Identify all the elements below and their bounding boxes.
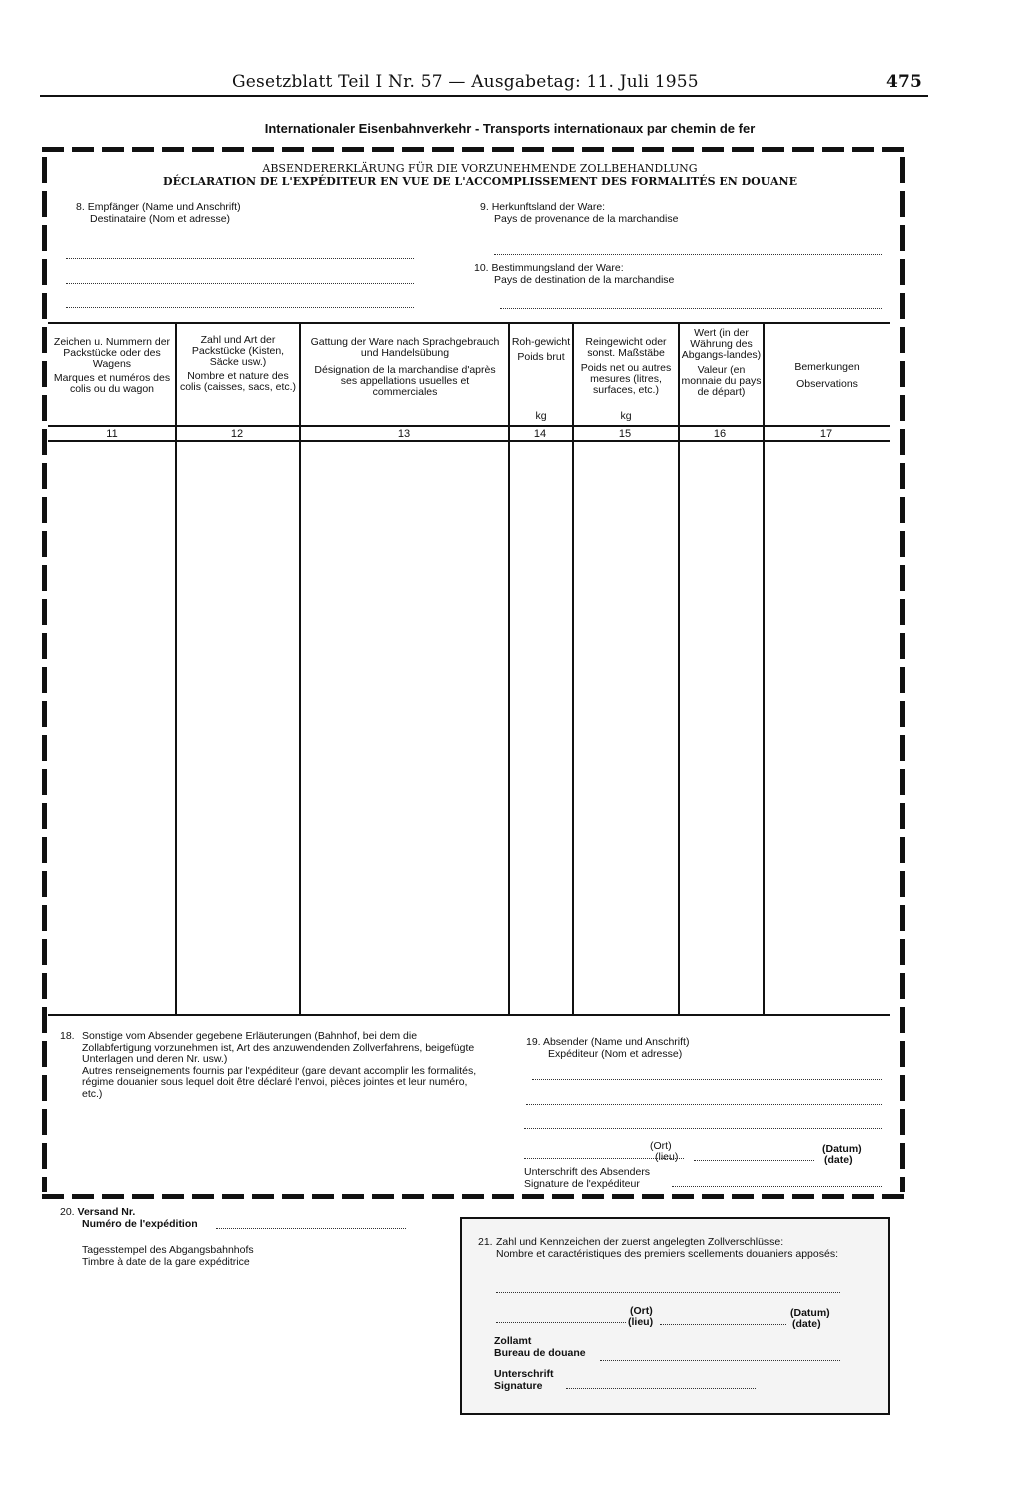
field-10-de: Bestimmungsland der Ware: — [491, 262, 624, 274]
col-15-entry-area[interactable] — [575, 444, 677, 1012]
col-16-entry-area[interactable] — [681, 444, 762, 1012]
field-21-date: (date) — [792, 1318, 821, 1330]
form-border-top — [42, 147, 904, 152]
page-number: 475 — [886, 72, 923, 92]
field-19-ort: (Ort) — [650, 1140, 672, 1152]
form-border-bottom — [42, 1194, 904, 1199]
col-divider-6 — [763, 322, 765, 1014]
col-13-number: 13 — [397, 428, 411, 440]
col-14-entry-area[interactable] — [511, 444, 571, 1012]
field-20-stamp-de: Tagesstempel des Abgangsbahnhofs — [82, 1244, 254, 1256]
field-21-office-fr: Bureau de douane — [494, 1346, 586, 1359]
col-16-header — [680, 328, 763, 398]
col-15-de: Reingewicht oder sonst. Maßstäbe — [585, 336, 667, 359]
field-19-signature-line[interactable] — [672, 1186, 882, 1187]
field-21-office-de: Zollamt — [494, 1335, 532, 1347]
form-title-de: ABSENDERERKLÄRUNG FÜR DIE VORZUNEHMENDE ZOLLBEHANDLUNG — [262, 162, 698, 175]
field-8-label — [76, 202, 416, 225]
col-divider-5 — [678, 322, 680, 1014]
field-18-entry-area[interactable] — [60, 1100, 480, 1186]
form-border-right — [900, 157, 905, 1192]
field-21-office-line[interactable] — [600, 1360, 840, 1361]
field-19-datum: (Datum) — [822, 1143, 862, 1155]
field-21-sig-fr: Signature — [494, 1379, 543, 1392]
field-9-fr: Pays de provenance de la marchandise — [494, 212, 679, 225]
field-21-fr: Nombre et caractéristiques des premiers scellements douaniers apposés: — [496, 1247, 838, 1260]
field-20-stamp-fr: Timbre à date de la gare expéditrice — [82, 1255, 250, 1268]
field-21-signature-line[interactable] — [566, 1388, 756, 1389]
field-21-lieu: (lieu) — [628, 1316, 654, 1328]
col-11-header — [50, 337, 174, 395]
col-14-header — [510, 337, 572, 363]
col-11-de: Zeichen u. Nummern der Packstücke oder des Wagens — [53, 336, 171, 370]
col-divider-4 — [572, 322, 574, 1014]
col-11-number: 11 — [106, 428, 118, 440]
field-21-label — [478, 1237, 858, 1260]
field-21-date-line[interactable] — [660, 1324, 786, 1325]
field-21-number: 21. — [478, 1236, 493, 1248]
col-divider-3 — [508, 322, 510, 1014]
field-18-de: Sonstige vom Absender gegebene Erläuterungen (Bahnhof, bei dem die Zollabfertigung vorzunehmen ist, Art des anzuwendenden Zollverfahrens, beigefügte Unterlagen und deren Nr. usw.) — [82, 1030, 475, 1065]
col-14-unit: kg — [535, 410, 547, 422]
field-20-label — [60, 1207, 280, 1230]
col-11-fr: Marques et numéros des colis ou du wagon — [53, 372, 171, 395]
header-rule — [40, 95, 928, 97]
col-15-number: 15 — [618, 428, 632, 440]
field-8-fr: Destinataire (Nom et adresse) — [90, 212, 231, 225]
field-21-sig-de: Unterschrift — [494, 1368, 554, 1380]
field-18-fr: Autres renseignements fournis par l'expéditeur (gare devant accomplir les formalités, régime douanier sous lequel doit être déclaré l'envoi, pièces jointes et leur numéro, etc.) — [82, 1064, 477, 1100]
col-divider-2 — [299, 322, 301, 1014]
field-19-lieu: (lieu) — [655, 1151, 679, 1163]
field-19-sig-fr: Signature de l'expéditeur — [524, 1177, 640, 1190]
col-15-header — [574, 337, 678, 396]
col-13-fr: Désignation de la marchandise d'après ses appellations usuelles et commerciales — [314, 364, 496, 398]
field-8-number: 8. — [76, 201, 85, 213]
col-17-entry-area[interactable] — [766, 444, 889, 1012]
field-19-input-line-1[interactable] — [532, 1079, 882, 1080]
col-15-unit: kg — [620, 410, 632, 422]
form-border-left — [42, 157, 47, 1192]
field-10-label — [474, 263, 864, 286]
field-19-de: Absender (Name und Anschrift) — [542, 1036, 690, 1048]
col-13-header — [310, 337, 500, 398]
form-subtitle: Internationaler Eisenbahnverkehr - Transports internationaux par chemin de fer — [264, 121, 756, 136]
field-20-de: Versand Nr. — [77, 1206, 136, 1218]
field-21-office-label — [494, 1336, 614, 1359]
col-14-number: 14 — [533, 428, 547, 440]
field-20-stamp-label — [82, 1245, 342, 1268]
col-11-entry-area[interactable] — [50, 444, 174, 1012]
col-16-number: 16 — [713, 428, 727, 440]
field-8-input-line-2[interactable] — [66, 283, 414, 284]
field-21-de: Zahl und Kennzeichen der zuerst angelegten Zollverschlüsse: — [496, 1236, 784, 1248]
field-19-label — [526, 1037, 886, 1060]
col-17-header — [766, 362, 888, 390]
field-21-input-line-1[interactable] — [496, 1292, 840, 1293]
col-13-de: Gattung der Ware nach Sprachgebrauch und Handelsübung — [310, 336, 500, 359]
field-19-sig-de: Unterschrift des Absenders — [524, 1166, 651, 1178]
field-9-number: 9. — [480, 201, 489, 213]
form-title-fr: DÉCLARATION DE L'EXPÉDITEUR EN VUE DE L'ACCOMPLISSEMENT DES FORMALITÉS EN DOUANE — [163, 175, 797, 188]
col-14-de: Roh-gewicht — [511, 336, 571, 348]
field-21-datum: (Datum) — [790, 1307, 830, 1319]
field-20-number: 20. — [60, 1206, 75, 1218]
field-19-date-line[interactable] — [694, 1160, 814, 1161]
field-10-fr: Pays de destination de la marchandise — [494, 273, 675, 286]
field-19-input-line-3[interactable] — [524, 1128, 882, 1129]
col-17-fr: Observations — [796, 378, 858, 390]
col-17-number: 17 — [819, 428, 833, 440]
field-21-ort: (Ort) — [630, 1305, 653, 1317]
field-18-number: 18. — [60, 1030, 75, 1042]
field-8-input-line-3[interactable] — [66, 307, 414, 308]
col-12-de: Zahl und Art der Packstücke (Kisten, Säcke usw.) — [191, 334, 285, 368]
field-9-label — [480, 202, 860, 225]
col-12-number: 12 — [230, 428, 244, 440]
field-9-de: Herkunftsland der Ware: — [491, 201, 606, 213]
col-12-entry-area[interactable] — [178, 444, 298, 1012]
field-8-input-line-1[interactable] — [66, 258, 414, 259]
col-12-fr: Nombre et nature des colis (caisses, sacs, etc.) — [179, 370, 297, 393]
field-20-fr: Numéro de l'expédition — [82, 1217, 198, 1230]
field-18-label — [60, 1031, 480, 1100]
col-16-de: Wert (in der Währung des Abgangs-landes) — [681, 327, 762, 361]
field-10-number: 10. — [474, 262, 489, 274]
field-10-input-line[interactable] — [500, 308, 882, 309]
col-17-de: Bemerkungen — [794, 361, 860, 373]
page-header-title: Gesetzblatt Teil I Nr. 57 — Ausgabetag: 11. Juli 1955 — [232, 72, 699, 92]
col-16-fr: Valeur (en monnaie du pays de départ) — [681, 364, 762, 398]
col-15-fr: Poids net ou autres mesures (litres, surfaces, etc.) — [580, 362, 672, 396]
table-bottom-rule — [48, 1014, 890, 1016]
field-9-input-line[interactable] — [494, 254, 882, 255]
col-14-fr: Poids brut — [517, 351, 565, 363]
field-19-input-line-2[interactable] — [526, 1104, 882, 1105]
field-21-place-line[interactable] — [496, 1322, 626, 1323]
field-19-fr: Expéditeur (Nom et adresse) — [548, 1047, 683, 1060]
field-20-input-line[interactable] — [216, 1228, 406, 1229]
field-19-number: 19. — [526, 1036, 541, 1048]
col-12-header — [178, 335, 298, 393]
col-divider-1 — [175, 322, 177, 1014]
field-19-date: (date) — [824, 1154, 853, 1166]
col-13-entry-area[interactable] — [302, 444, 507, 1012]
field-8-de: Empfänger (Name und Anschrift) — [87, 201, 241, 213]
